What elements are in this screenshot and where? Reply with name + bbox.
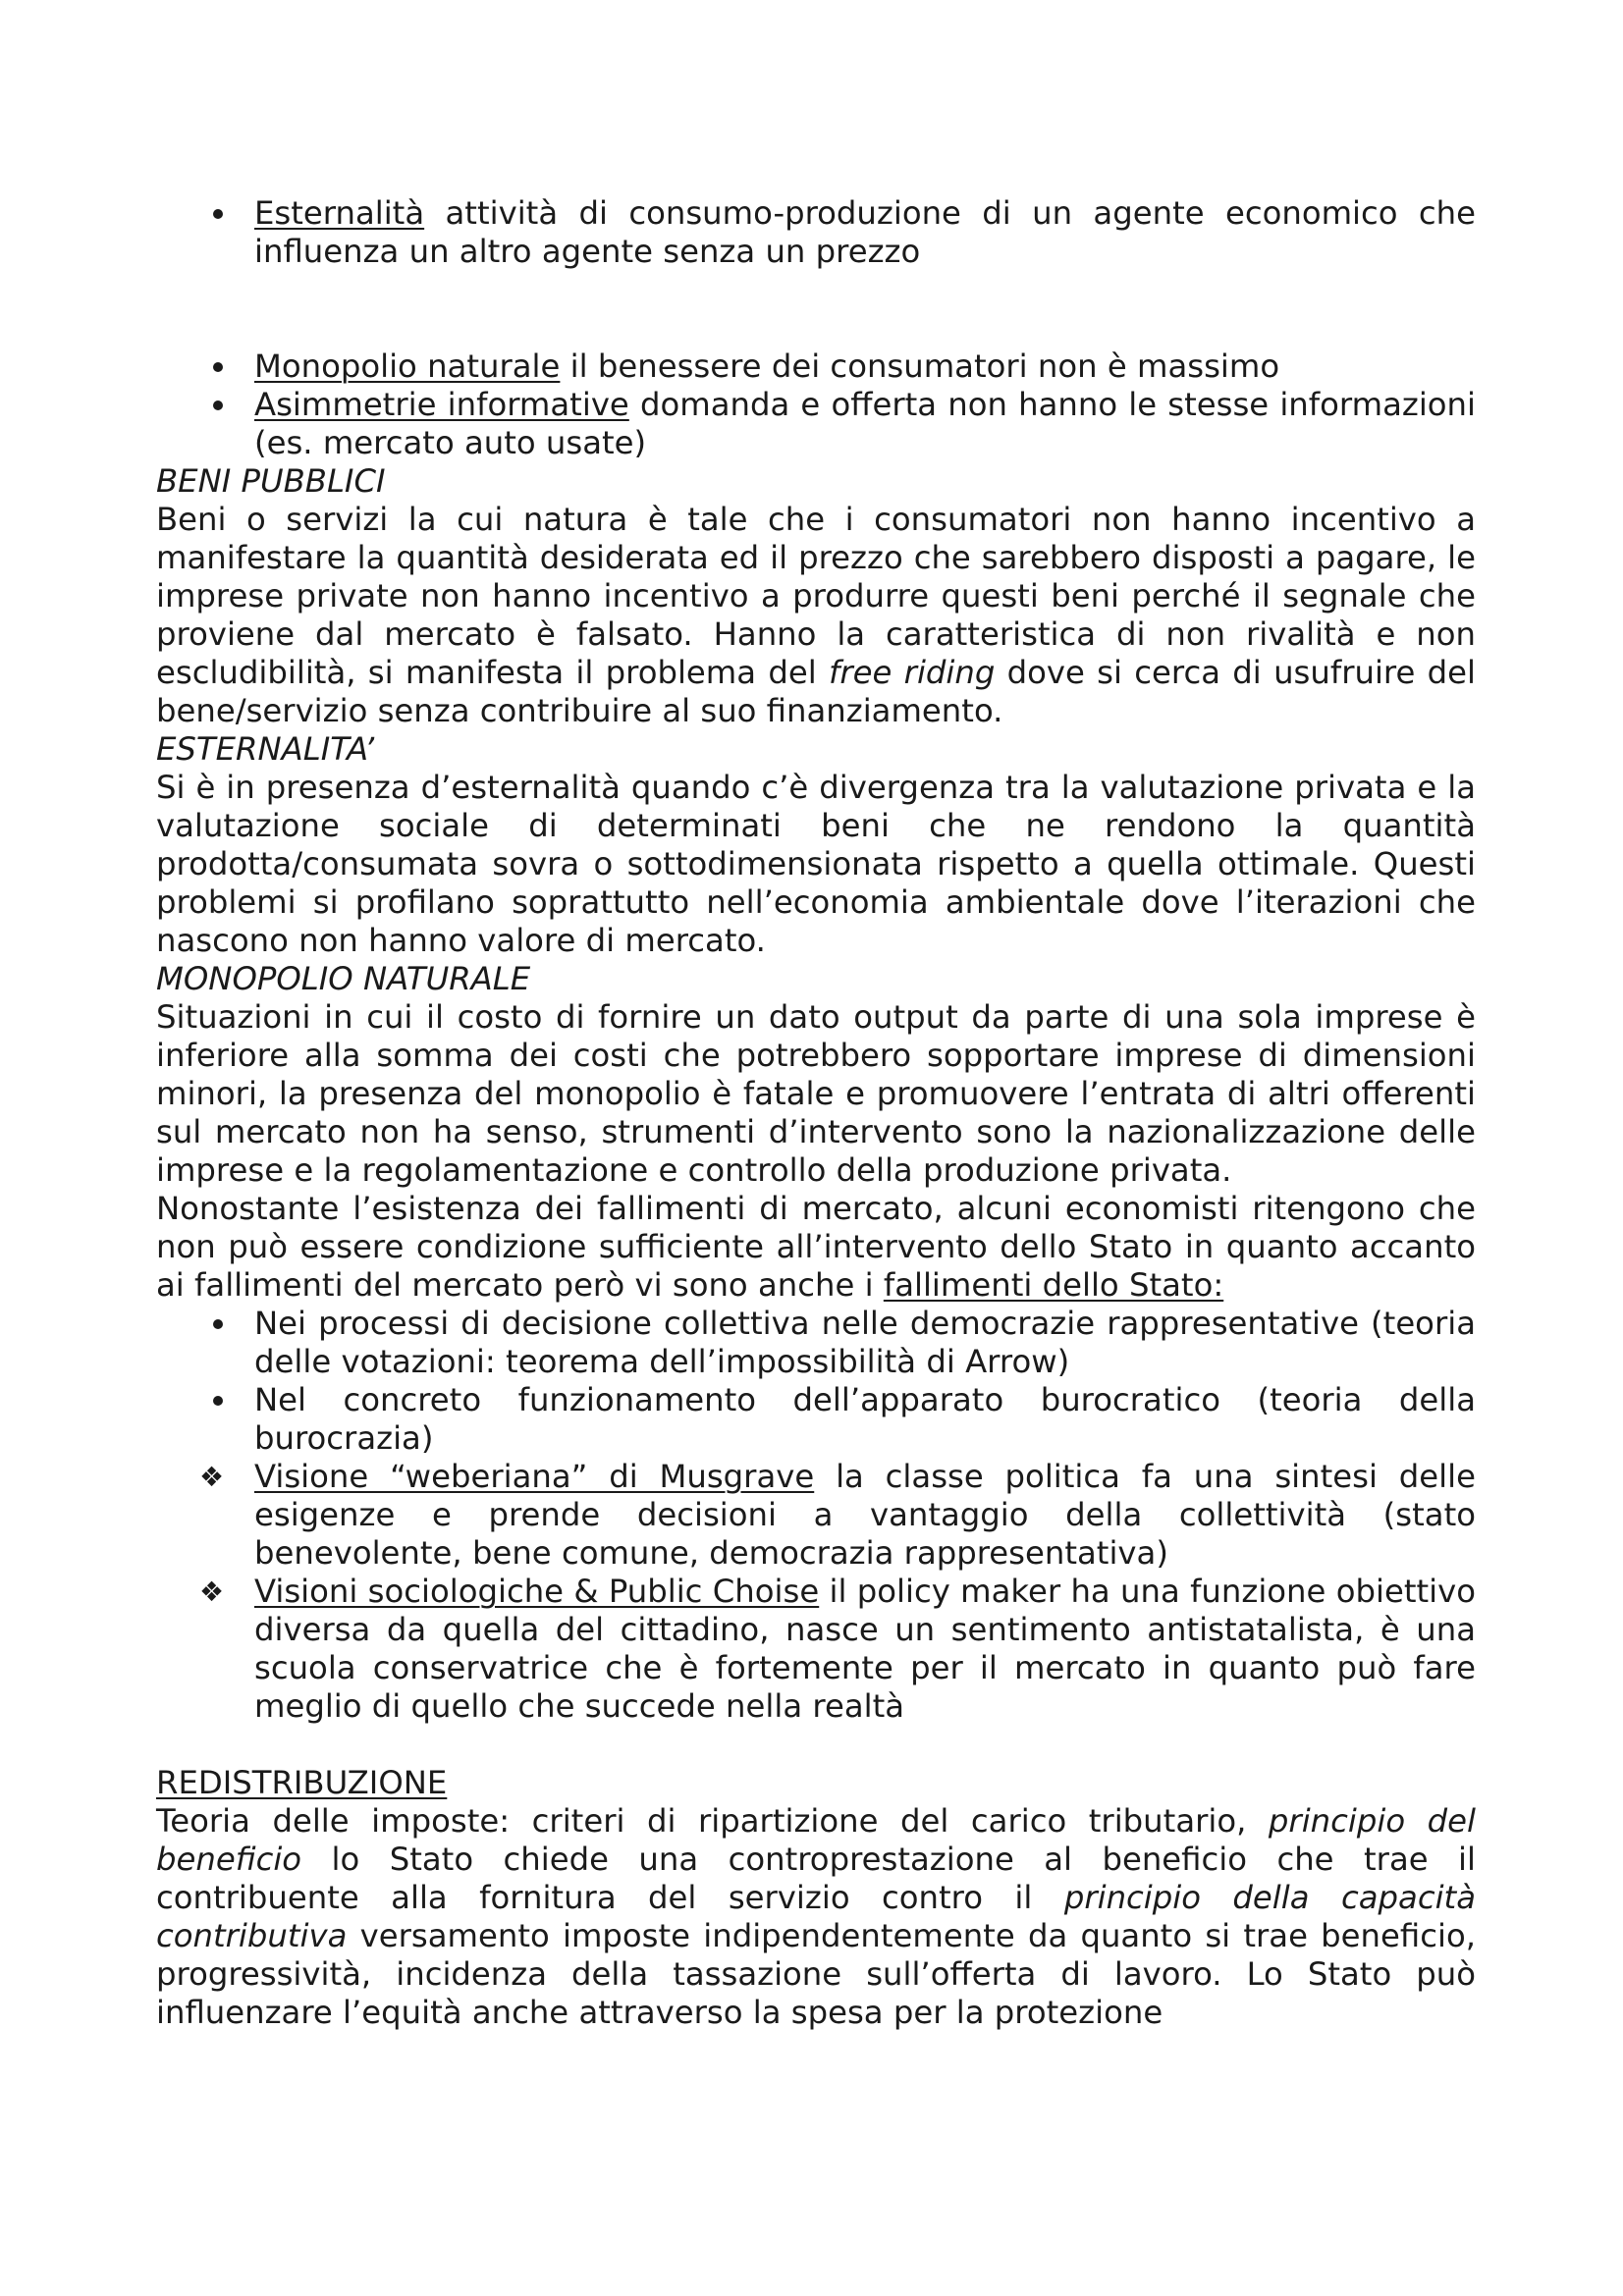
list-item [156,1381,1476,1458]
spacer [156,271,1476,347]
term-fallimenti-stato: fallimenti dello Stato: [883,1266,1224,1304]
emphasis-principio-beneficio: principio del beneficio [156,1802,1476,1878]
paragraph-beni-pubblici: Beni o servizi la cui natura è tale che i consumatori non hanno incentivo a manifestare la quantità desiderata ed il prezzo che sarebbero disposti a pagare, le imprese private non hanno incentivo a produrre questi beni perché il segnale che proviene dal mercato è falsato. Hanno la caratteristica di non rivalità e non escludibilità, si manifesta il problema del free riding dove si cerca di usufruire del bene/servizio senza contribuire al suo finanziamento. [156,501,1476,729]
item-text: domanda e offerta non hanno le stesse informazioni (es. mercato auto usate) [254,386,1476,461]
heading-beni-pubblici: BENI PUBBLICI [156,462,386,500]
spacer [156,1726,1476,1764]
list-item [156,194,1476,271]
item-text: la classe politica fa una sintesi delle esigenze e prende decisioni a vantaggio della collettività (stato benevolente, bene comune, democrazia rappresentativa) [254,1458,1476,1572]
emphasis-principio-capacita: principio della capacità contributiva [156,1879,1476,1954]
diamond-bullet-icon: ❖ [199,1575,225,1608]
term-visioni-sociologiche: Visioni sociologiche & Public Choise [254,1573,820,1610]
item-text: il policy maker ha una funzione obiettivo diversa da quella del cittadino, nasce un sentimento antistatalista, è una scuola conservatrice che è fortemente per il mercato in quanto può fare meglio di quello che succede nella realtà [254,1573,1476,1725]
heading-redistribuzione: REDISTRIBUZIONE [156,1764,448,1801]
paragraph-esternalita: Si è in presenza d’esternalità quando c’è divergenza tra la valutazione privata e la valutazione sociale di determinati beni che ne rendono la quantità prodotta/consumata sovra o sottodimensionata rispetto a quella ottimale. Questi problemi si profilano soprattutto nell’economia ambientale dove l’iterazioni che nascono non hanno valore di mercato. [156,769,1476,959]
diamond-bullet-icon: ❖ [199,1461,225,1493]
list-item [156,1573,1476,1726]
item-text: il benessere dei consumatori non è massimo [560,347,1280,385]
item-text: Nei processi di decisione collettiva nelle democrazie rappresentative (teoria delle votazioni: teorema dell’impossibilità di Arrow) [254,1305,1476,1380]
term-asimmetrie: Asimmetrie informative [254,386,629,423]
heading-esternalita: ESTERNALITA’ [156,730,375,768]
term-monopolio: Monopolio naturale [254,347,561,385]
bullet-list-stato [156,1305,1476,1458]
list-item [156,1458,1476,1573]
heading-monopolio: MONOPOLIO NATURALE [156,960,531,997]
term-esternalita: Esternalità [254,194,425,232]
list-item [156,1305,1476,1381]
bullet-list-esternalita [156,194,1476,271]
item-text: Nel concreto funzionamento dell’apparato burocratico (teoria della burocrazia) [254,1381,1476,1457]
item-text: attività di consumo-produzione di un agente economico che influenza un altro agente senza un prezzo [254,194,1476,270]
paragraph-fallimenti: Nonostante l’esistenza dei fallimenti di mercato, alcuni economisti ritengono che non può essere condizione sufficiente all’intervento dello Stato in quanto accanto ai fallimenti del mercato però vi sono anche i fallimenti dello Stato: [156,1190,1476,1304]
list-item [156,386,1476,462]
diamond-list-visioni [156,1458,1476,1726]
paragraph-redistribuzione: Teoria delle imposte: criteri di ripartizione del carico tributario, principio del beneficio lo Stato chiede una controprestazione al beneficio che trae il contribuente alla fornitura del servizio contro il principio della capacità contributiva versamento imposte indipendentemente da quanto si trae beneficio, progressività, incidenza della tassazione sull’offerta di lavoro. Lo Stato può influenzare l’equità anche attraverso la spesa per la protezione [156,1802,1476,2031]
list-item [156,347,1476,386]
term-visione-weberiana: Visione “weberiana” di Musgrave [254,1458,815,1495]
bullet-list-failures [156,347,1476,462]
emphasis-free-riding: free riding [828,654,996,691]
paragraph-monopolio: Situazioni in cui il costo di fornire un dato output da parte di una sola imprese è inferiore alla somma dei costi che potrebbero sopportare imprese di dimensioni minori, la presenza del monopolio è fatale e promuovere l’entrata di altri offerenti sul mercato non ha senso, strumenti d’intervento sono la nazionalizzazione delle imprese e la regolamentazione e controllo della produzione privata. [156,998,1476,1189]
